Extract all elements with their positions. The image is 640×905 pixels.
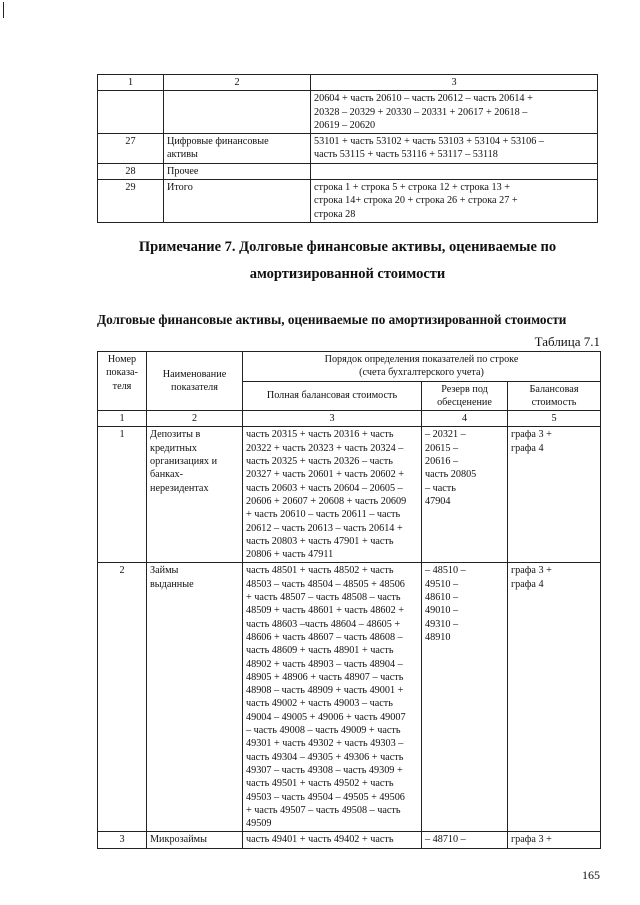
table-header-row bbox=[98, 75, 598, 91]
table-header-row bbox=[98, 352, 601, 382]
page-number: 165 bbox=[582, 868, 600, 882]
header-cell: 3 bbox=[311, 75, 598, 91]
header-name: Наименование показателя bbox=[147, 352, 243, 411]
row-number: 28 bbox=[98, 163, 164, 179]
note-heading-line1: Примечание 7. Долговые финансовые активы, оцениваемые по bbox=[138, 239, 557, 255]
row-name: Цифровые финансовые активы bbox=[164, 134, 311, 164]
row-formula bbox=[311, 163, 598, 179]
row-number: 27 bbox=[98, 134, 164, 164]
table-row bbox=[98, 832, 601, 848]
col-num-cell: 5 bbox=[508, 411, 601, 427]
header-order: Порядок определения показателей по строке (счета бухгалтерского учета) bbox=[243, 352, 601, 382]
col-num-cell: 1 bbox=[98, 411, 147, 427]
row-name: Займы выданные bbox=[147, 563, 243, 832]
table-row bbox=[98, 427, 601, 563]
row-number: 29 bbox=[98, 180, 164, 223]
table-row bbox=[98, 91, 598, 134]
row-reserve: – 48510 – 49510 – 48610 – 49010 – 49310 – 48910 bbox=[422, 563, 508, 832]
row-number: 3 bbox=[98, 832, 147, 848]
header-cell: 1 bbox=[98, 75, 164, 91]
continued-table bbox=[97, 74, 598, 223]
row-formula: 20604 + часть 20610 – часть 20612 – часть 20614 + 20328 – 20329 + 20330 – 20331 + 20617 + 20618 – 20619 – 20620 bbox=[311, 91, 598, 134]
table-row bbox=[98, 563, 601, 832]
header-num: Номер показа- теля bbox=[98, 352, 147, 411]
table-row bbox=[98, 180, 598, 223]
row-name: Микрозаймы bbox=[147, 832, 243, 848]
row-number bbox=[98, 91, 164, 134]
row-name: Итого bbox=[164, 180, 311, 223]
row-name: Депозиты в кредитных организациях и банках- нерезидентах bbox=[147, 427, 243, 563]
row-full-value: часть 48501 + часть 48502 + часть 48503 – часть 48504 – 48505 + 48506 + часть 48507 – часть 48508 – часть 48509 + часть 48601 + часть 48602 + часть 48603 –часть 48604 – 48605 + 48606 + часть 48607 – часть 48608 – часть 48609 + часть 48901 + часть 48902 + часть 48903 – часть 48904 – 48905 + 48906 + часть 48907 – часть 48908 – часть 48909 + часть 49001 + часть 49002 + часть 49003 – часть 49004 – 49005 + 49006 + часть 49007 – часть 49008 – часть 49009 + часть 49301 + часть 49302 + часть 49303 – часть 49304 – 49305 + 49306 + часть 49307 – часть 49308 – часть 49309 + часть 49501 + часть 49502 + часть 49503 – часть 49504 – 49505 + 49506 + часть 49507 – часть 49508 – часть 49509 bbox=[243, 563, 422, 832]
row-number: 1 bbox=[98, 427, 147, 563]
table-heading: Долговые финансовые активы, оцениваемые по амортизированной стоимости bbox=[97, 312, 567, 327]
header-cell: 2 bbox=[164, 75, 311, 91]
table-row bbox=[98, 134, 598, 164]
row-name bbox=[164, 91, 311, 134]
col-num-cell: 3 bbox=[243, 411, 422, 427]
header-balance: Балансовая стоимость bbox=[508, 381, 601, 411]
col-num-cell: 4 bbox=[422, 411, 508, 427]
col-num-cell: 2 bbox=[147, 411, 243, 427]
row-full-value: часть 20315 + часть 20316 + часть 20322 + часть 20323 + часть 20324 – часть 20325 + часть 20326 – часть 20327 + часть 20601 + часть 20602 + часть 20603 + часть 20604 – 20605 – 20606 + 20607 + 20608 + часть 20609 + часть 20610 – часть 20611 – часть 20612 – часть 20613 – часть 20614 + часть 20803 + часть 47901 + часть 20806 + часть 47911 bbox=[243, 427, 422, 563]
row-balance: графа 3 + графа 4 bbox=[508, 427, 601, 563]
row-formula: 53101 + часть 53102 + часть 53103 + 53104 + 53106 – часть 53115 + часть 53116 + 53117 – 53118 bbox=[311, 134, 598, 164]
margin-mark bbox=[3, 2, 4, 18]
row-full-value: часть 49401 + часть 49402 + часть bbox=[243, 832, 422, 848]
header-full: Полная балансовая стоимость bbox=[243, 381, 422, 411]
note-heading-line2: амортизированной стоимости bbox=[249, 266, 446, 282]
row-reserve: – 20321 – 20615 – 20616 – часть 20805 – часть 47904 bbox=[422, 427, 508, 563]
column-number-row bbox=[98, 411, 601, 427]
row-number: 2 bbox=[98, 563, 147, 832]
header-reserve: Резерв под обесценение bbox=[422, 381, 508, 411]
table-label: Таблица 7.1 bbox=[534, 334, 600, 349]
row-reserve: – 48710 – bbox=[422, 832, 508, 848]
row-balance: графа 3 + графа 4 bbox=[508, 563, 601, 832]
assets-table bbox=[97, 351, 601, 849]
table-row bbox=[98, 163, 598, 179]
row-balance: графа 3 + bbox=[508, 832, 601, 848]
row-formula: строка 1 + строка 5 + строка 12 + строка 13 + строка 14+ строка 20 + строка 26 + строка 27 + строка 28 bbox=[311, 180, 598, 223]
row-name: Прочее bbox=[164, 163, 311, 179]
